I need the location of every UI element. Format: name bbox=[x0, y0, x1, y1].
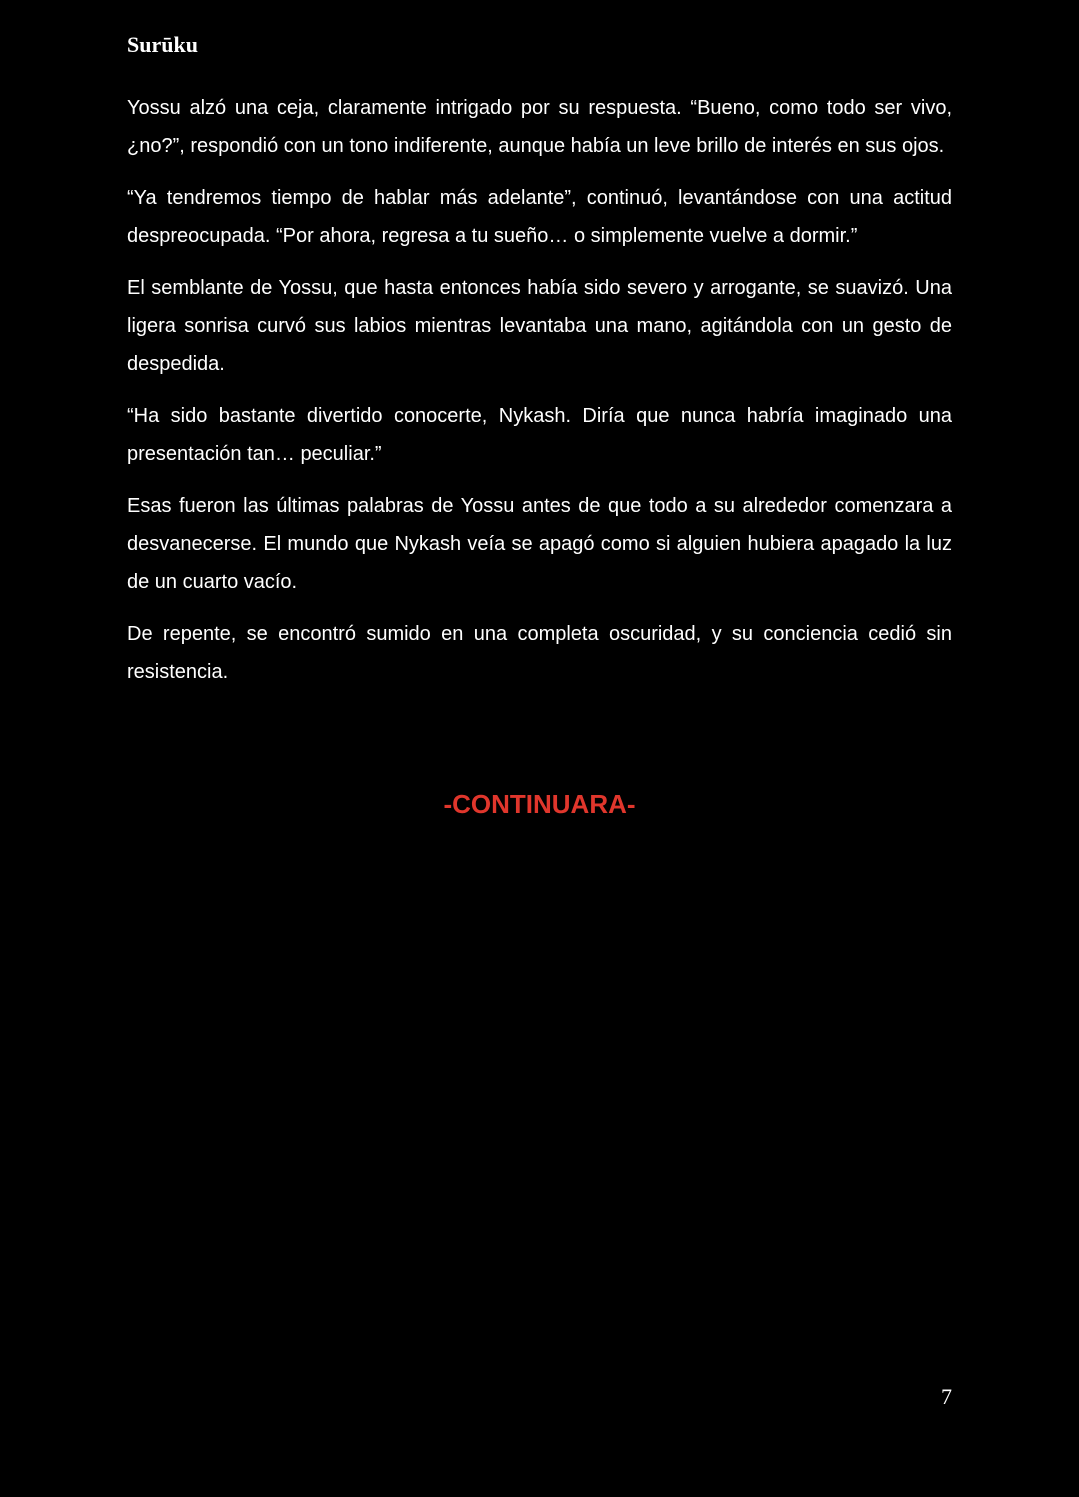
paragraph: El semblante de Yossu, que hasta entonces había sido severo y arrogante, se suavizó. Una ligera sonrisa curvó sus labios mientras levantaba una mano, agitándola con un gesto de despedida. bbox=[127, 277, 952, 375]
body-text bbox=[127, 89, 952, 705]
paragraph: Esas fueron las últimas palabras de Yossu antes de que todo a su alrededor comenzara a desvanecerse. El mundo que Nykash veía se apagó como si alguien hubiera apagado la luz de un cuarto vacío. bbox=[127, 495, 952, 593]
paragraph: Yossu alzó una ceja, claramente intrigado por su respuesta. “Bueno, como todo ser vivo, ¿no?”, respondió con un tono indiferente, aunque había un leve brillo de interés en sus ojos. bbox=[127, 97, 952, 157]
page-number: 7 bbox=[941, 1384, 952, 1409]
running-header-title: Surūku bbox=[127, 32, 198, 57]
continuara-heading: -CONTINUARA- bbox=[443, 789, 636, 819]
paragraph: De repente, se encontró sumido en una completa oscuridad, y su conciencia cedió sin resistencia. bbox=[127, 623, 952, 683]
paragraph: “Ha sido bastante divertido conocerte, Nykash. Diría que nunca habría imaginado una presentación tan… peculiar.” bbox=[127, 405, 952, 465]
paragraph: “Ya tendremos tiempo de hablar más adelante”, continuó, levantándose con una actitud despreocupada. “Por ahora, regresa a tu sueño… o simplemente vuelve a dormir.” bbox=[127, 187, 952, 247]
